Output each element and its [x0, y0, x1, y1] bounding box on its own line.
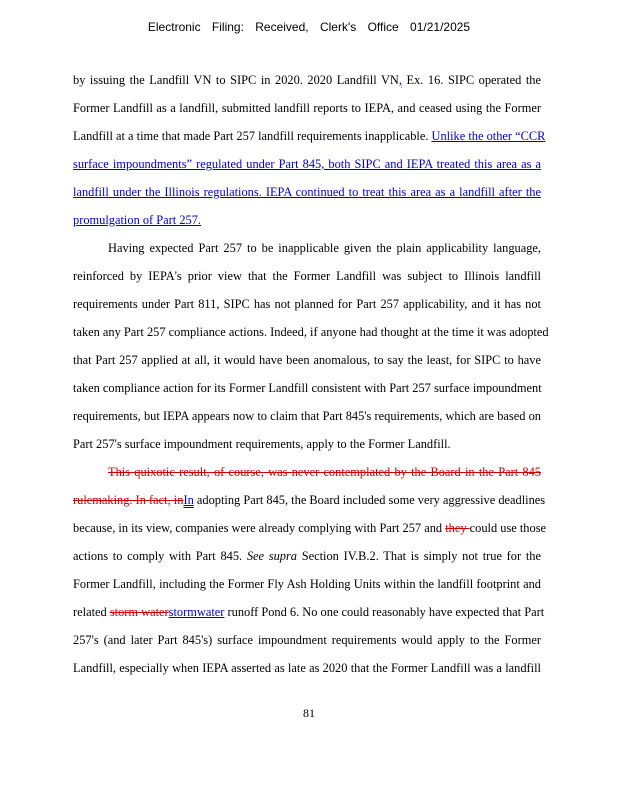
inserted-line: landfill under the Illinois regulations. IEPA continued to treat this area as a landfill after the [73, 185, 541, 199]
text: could use those [469, 521, 547, 535]
inserted-text: In [183, 493, 194, 507]
text: Ex. 16. SIPC operated the [401, 73, 541, 87]
body-line [73, 521, 547, 535]
text: Section IV.B.2. That is simply not true for the [297, 549, 541, 563]
text: runoff Pond 6. No one could reasonably have expected that Part [224, 605, 545, 619]
inserted-line: promulgation of Part 257. [73, 213, 202, 227]
body-line: taken compliance action for its Former Landfill consistent with Part 257 surface impoundment [73, 381, 542, 395]
body-line: taken any Part 257 compliance actions. Indeed, if anyone had thought at the time it was adopted [73, 325, 549, 339]
inserted-line: surface impoundments” regulated under Part 845, both SIPC and IEPA treated this area as a [73, 157, 541, 171]
body-line [73, 73, 541, 87]
body-line: requirements under Part 811, SIPC has not planned for Part 257 applicability, and it has not [73, 297, 541, 311]
inserted-text: stormwater [168, 605, 225, 619]
text: Landfill at a time that made Part 257 landfill requirements inapplicable. [73, 129, 432, 143]
text: actions to comply with Part 845. [73, 549, 247, 563]
deleted-text: they [445, 521, 470, 535]
text: adopting Part 845, the Board included some very aggressive deadlines [193, 493, 546, 507]
body-line [73, 549, 541, 563]
inserted-text: Unlike the other “CCR [431, 129, 546, 143]
text: because, in its view, companies were already complying with Part 257 and [73, 521, 446, 535]
body-line: 257's (and later Part 845's) surface impoundment requirements would apply to the Former [73, 633, 541, 647]
page-number: 81 [303, 706, 315, 720]
body-line: Former Landfill, including the Former Fly Ash Holding Units within the landfill footprint and [73, 577, 541, 591]
text: related [73, 605, 110, 619]
body-line: reinforced by IEPA's prior view that the Former Landfill was subject to Illinois landfill [73, 269, 541, 283]
body-line: that Part 257 applied at all, it would have been anomalous, to say the least, for SIPC to have [73, 353, 541, 367]
body-line [73, 493, 546, 507]
deleted-line: This quixotic result, of course, was never contemplated by the Board in the Part 845 [108, 465, 541, 479]
text: by issuing the Landfill VN to SIPC in 2020. 2020 Landfill VN [73, 73, 399, 87]
deleted-text: rulemaking. In fact, in [73, 493, 184, 507]
citation-signal: See supra [246, 549, 297, 563]
body-line: Landfill, especially when IEPA asserted as late as 2020 that the Former Landfill was a landfill [73, 661, 541, 675]
body-line [73, 605, 545, 619]
body-line: Having expected Part 257 to be inapplicable given the plain applicability language, [108, 241, 541, 255]
filing-header: Electronic Filing: Received, Clerk's Office 01/21/2025 [147, 20, 471, 34]
body-line: Part 257's surface impoundment requirements, apply to the Former Landfill. [73, 437, 451, 451]
deleted-text: storm water [109, 605, 169, 619]
body-line [73, 129, 546, 143]
inserted-text: , [398, 73, 402, 87]
body-line: requirements, but IEPA appears now to claim that Part 845's requirements, which are based on [73, 409, 541, 423]
body-line: Former Landfill as a landfill, submitted landfill reports to IEPA, and ceased using the Former [73, 101, 541, 115]
